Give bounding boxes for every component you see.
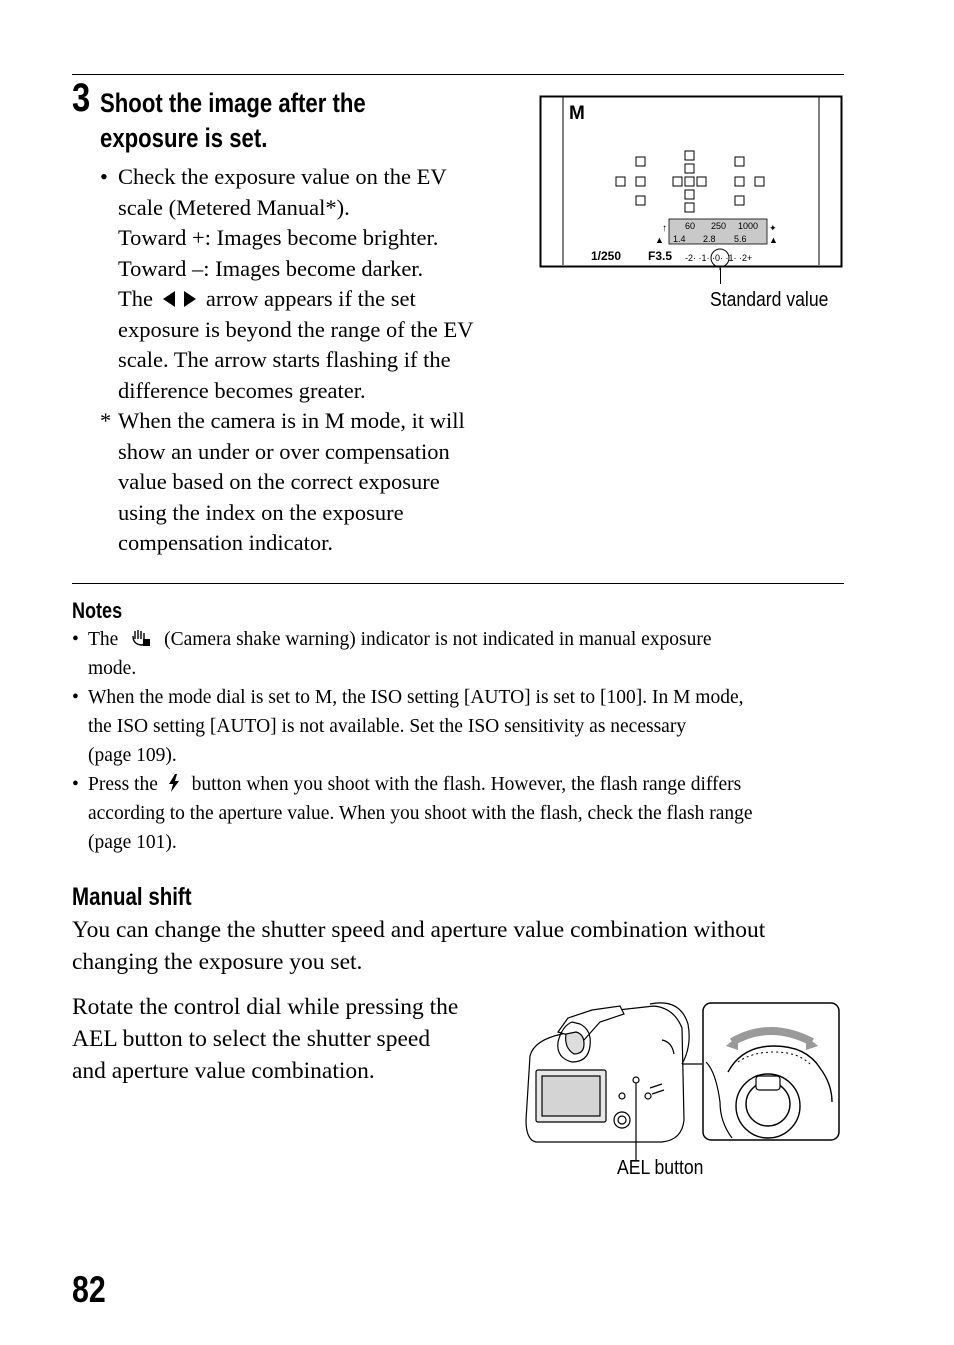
shutter-scale-tick: 250 — [711, 221, 727, 231]
footnote-line: compensation indicator. — [118, 530, 333, 555]
flash-icon — [168, 774, 180, 792]
mid-rule — [72, 583, 844, 584]
para-line: Rotate the control dial while pressing the — [72, 994, 459, 1020]
instructions — [100, 162, 530, 559]
footnote-line: value based on the correct exposure — [118, 469, 440, 494]
top-rule — [72, 74, 844, 75]
para-line: You can change the shutter speed and aperture value combination without — [72, 917, 766, 943]
footnote-line: When the camera is in M mode, it will — [118, 408, 465, 433]
standard-value-label: Standard value — [710, 289, 829, 311]
aperture-scale-tick: 5.6 — [734, 234, 747, 244]
instruction-line: Check the exposure value on the EV — [118, 164, 447, 189]
instruction-line: scale. The arrow starts flashing if the — [118, 347, 451, 372]
note-text: When the mode dial is set to M, the ISO setting [AUTO] is set to [100]. In M mode, — [88, 687, 744, 708]
note-bullet: • — [72, 774, 79, 795]
viewfinder-illustration — [539, 95, 845, 270]
instruction-line: scale (Metered Manual*). — [118, 194, 350, 220]
standard-value-leader-ext — [720, 268, 721, 284]
aperture-scale-tick: 2.8 — [703, 234, 716, 244]
arrow-suffix: arrow appears if the set — [205, 286, 416, 311]
notes-heading: Notes — [72, 598, 123, 623]
note-item — [72, 625, 852, 683]
macro-icon: ▲ — [769, 235, 778, 245]
note-text: (page 101). — [88, 832, 177, 853]
step-title — [100, 86, 444, 156]
step-title-line1: Shoot the image after the — [100, 88, 366, 118]
note-text: button when you shoot with the flash. However, the flash range differs — [191, 774, 742, 795]
bullet-marker: • — [100, 164, 108, 189]
note-item — [72, 770, 852, 857]
note-text: (Camera shake warning) indicator is not indicated in manual exposure — [164, 629, 712, 650]
manual-shift-heading: Manual shift — [72, 883, 192, 911]
instruction-line-arrows — [118, 284, 530, 315]
right-arrow-icon — [184, 291, 196, 307]
footnote-line: show an under or over compensation — [118, 438, 450, 464]
note-item — [72, 683, 852, 770]
note-text: The — [88, 629, 119, 650]
step-number: 3 — [72, 76, 91, 120]
shutter-scale-tick: 1000 — [738, 221, 759, 231]
note-text: mode. — [88, 658, 137, 679]
instruction-line: exposure is beyond the range of the EV — [118, 316, 474, 342]
vf-mode: M — [569, 103, 585, 124]
aperture-scale-tick: 1.4 — [673, 234, 686, 244]
camera-illustration — [522, 1000, 702, 1160]
instruction-line: Toward –: Images become darker. — [118, 255, 424, 281]
instruction-line: Toward +: Images become brighter. — [118, 225, 439, 250]
dial-illustration — [702, 1002, 842, 1142]
instruction-line: difference becomes greater. — [118, 377, 366, 403]
note-text: the ISO setting [AUTO] is not available. Set the ISO sensitivity as necessary — [88, 716, 687, 737]
page-number: 82 — [72, 1269, 106, 1310]
person-icon: ↑ — [662, 223, 667, 234]
vf-shutter: 1/250 — [591, 249, 622, 263]
landscape-icon: ▲ — [655, 235, 664, 245]
left-arrow-icon — [163, 291, 175, 307]
para-line: changing the exposure you set. — [72, 949, 363, 975]
para-line: and aperture value combination. — [72, 1058, 375, 1084]
para-line: AEL button to select the shutter speed — [72, 1026, 431, 1052]
sport-icon: ✦ — [769, 223, 777, 233]
manual-shift-instructions — [72, 991, 512, 1087]
arrow-prefix: The — [118, 286, 153, 311]
note-text: according to the aperture value. When you shoot with the flash, check the flash range — [88, 803, 753, 824]
manual-shift-paragraph — [72, 914, 862, 978]
ael-button-label: AEL button — [617, 1157, 704, 1179]
vf-aperture: F3.5 — [648, 249, 673, 263]
footnote-line: using the index on the exposure — [118, 499, 404, 525]
ev-scale: -2· ·1· ·0· ·1· ·2+ — [685, 253, 753, 263]
note-text: Press the — [88, 774, 158, 795]
footnote-marker: * — [100, 408, 112, 433]
notes-list — [72, 625, 852, 857]
camera-shake-icon — [129, 629, 151, 647]
note-bullet: • — [72, 629, 79, 650]
note-text: (page 109). — [88, 745, 177, 766]
note-bullet: • — [72, 687, 79, 708]
step-title-line2: exposure is set. — [100, 123, 268, 153]
shutter-scale-tick: 60 — [685, 221, 696, 231]
